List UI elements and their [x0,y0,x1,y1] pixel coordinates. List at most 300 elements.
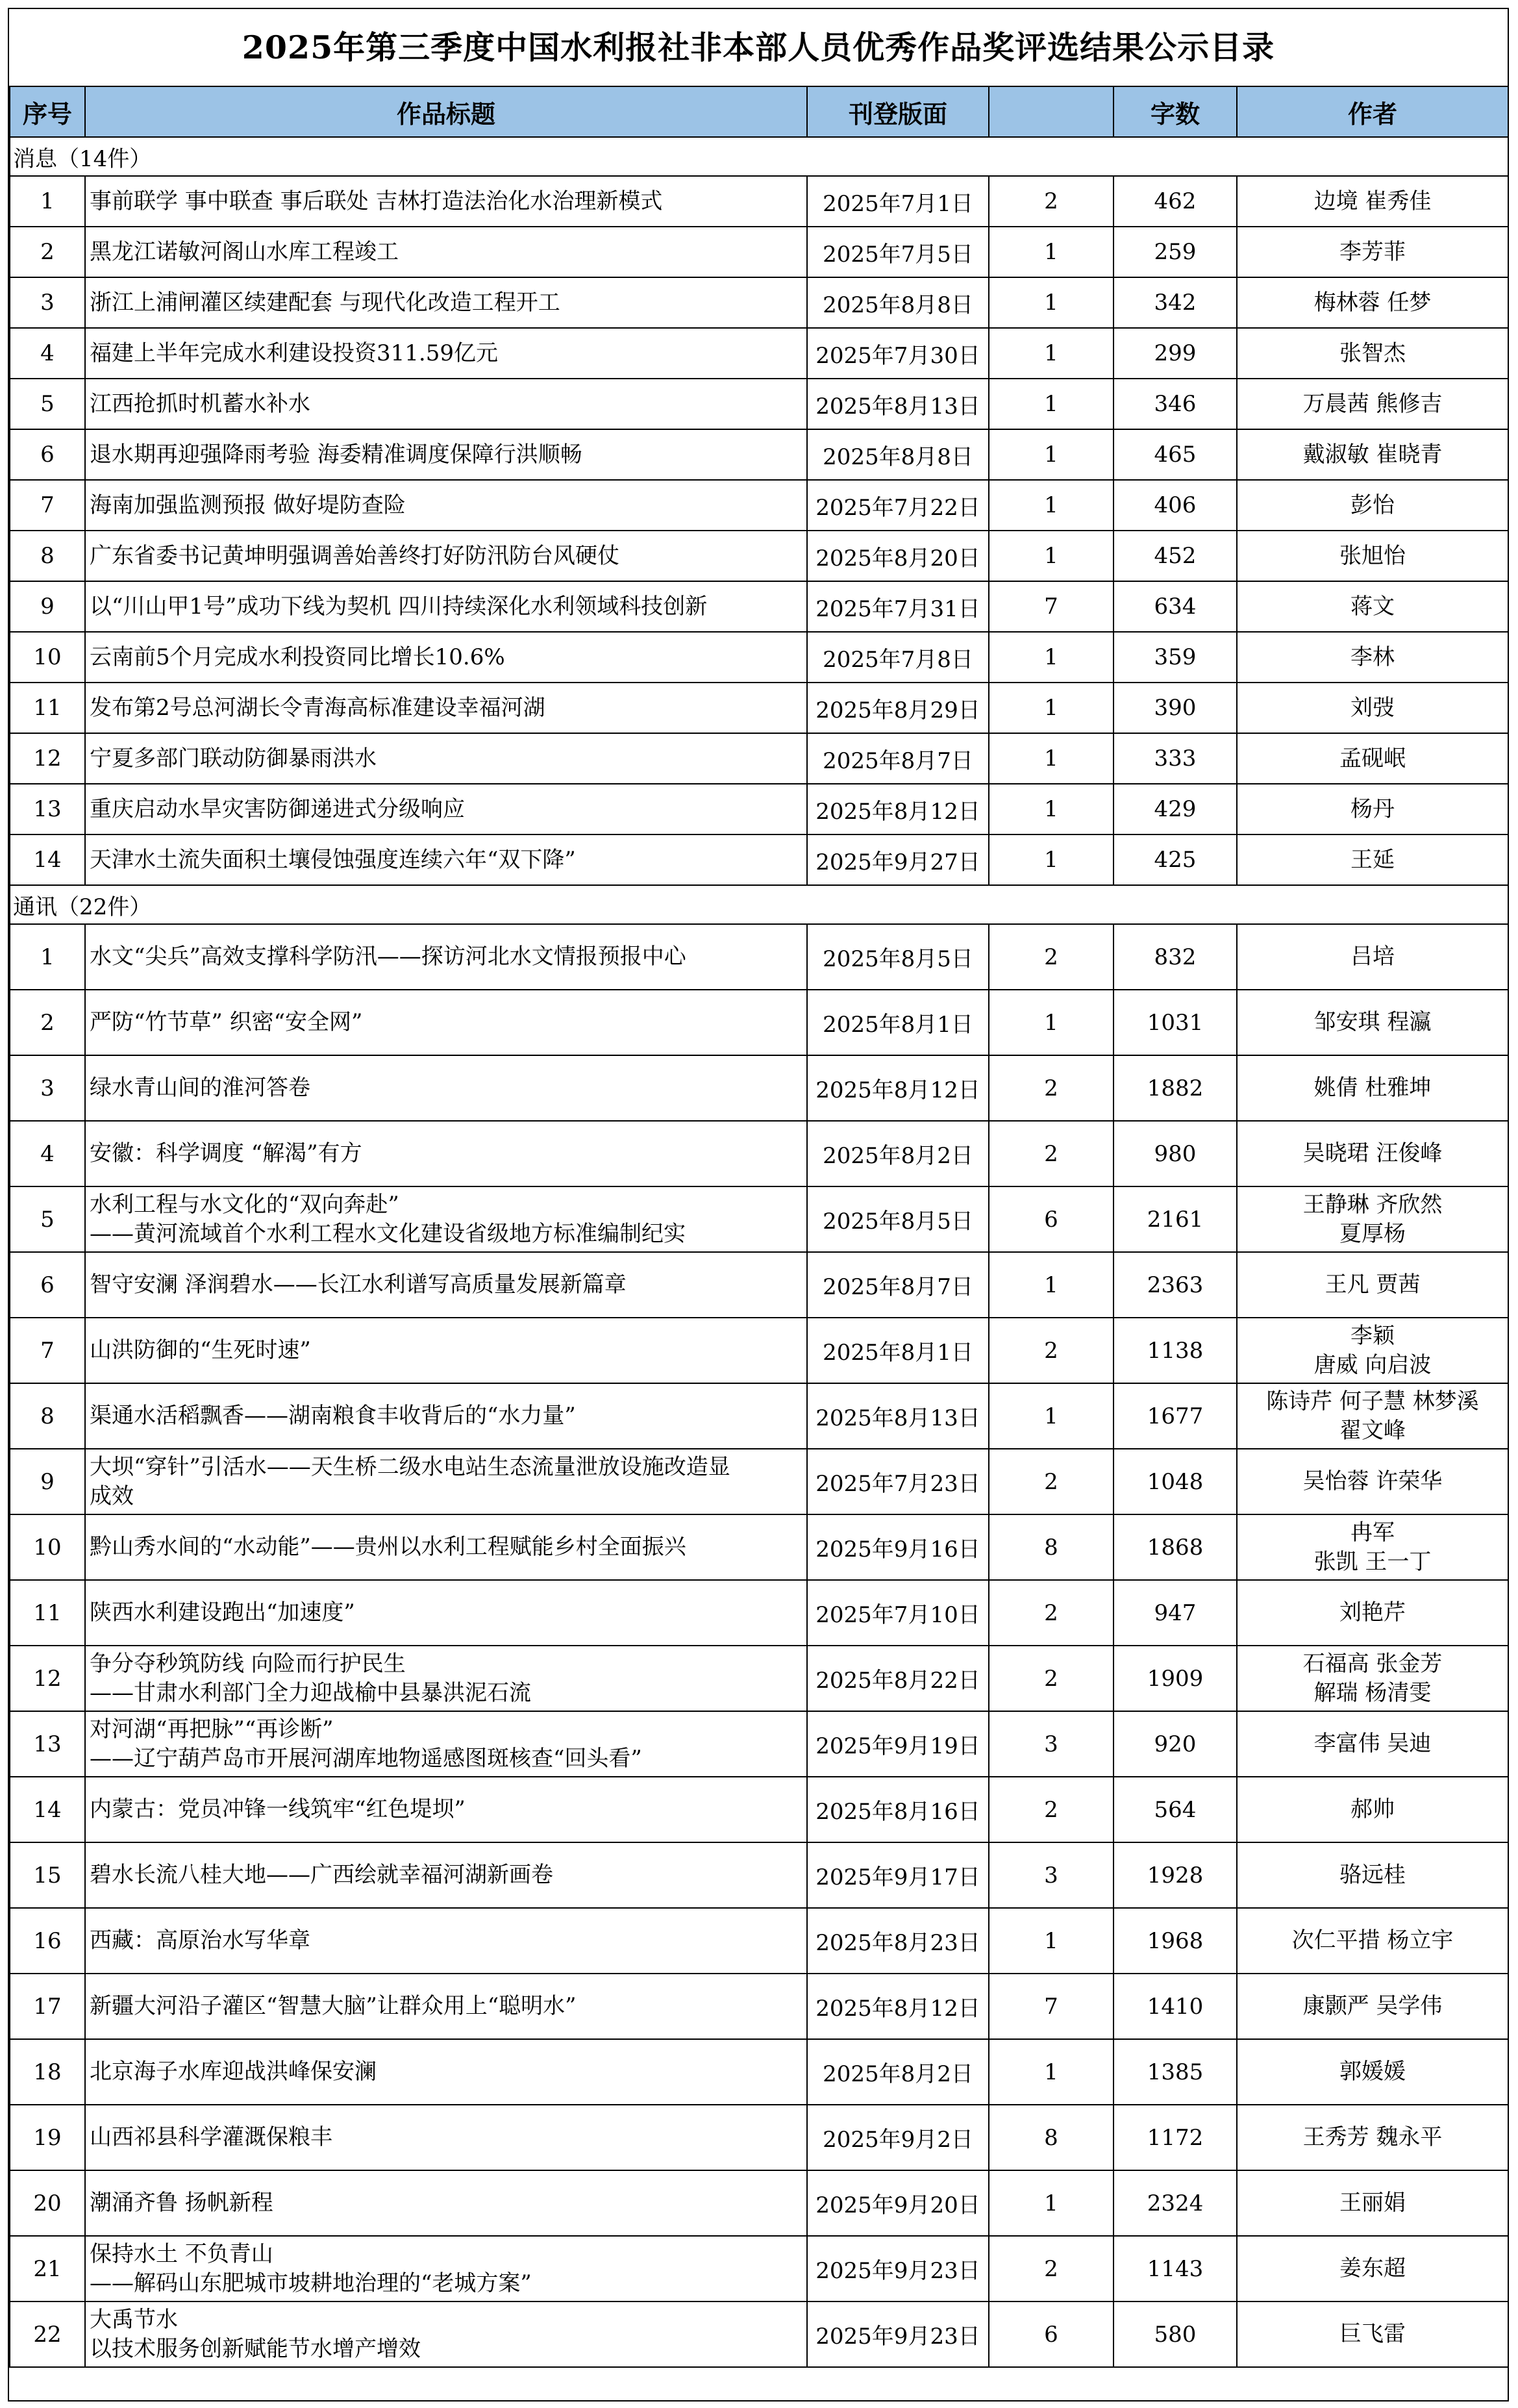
row-chars: 1031 [1114,990,1237,1055]
row-chars: 1385 [1114,2039,1237,2105]
row-author [1237,632,1508,683]
table-row [10,227,1508,277]
row-author [1237,990,1508,1055]
row-number: 2 [10,227,85,277]
row-author-line: 边境 崔秀佳 [1313,188,1432,214]
row-title [85,176,807,227]
row-title-line: 黔山秀水间的“水动能”——贵州以水利工程赋能乡村全面振兴 [90,1534,686,1560]
section-header [10,137,1508,176]
row-page: 1 [989,632,1114,683]
row-author-line: 王凡 贾茜 [1325,1272,1421,1298]
row-number: 2 [10,990,85,1055]
table-row [10,1514,1508,1580]
table-row [10,1974,1508,2039]
row-title [85,1580,807,1646]
row-title [85,1514,807,1580]
header-row [10,86,1508,137]
row-date: 2025年8月8日 [807,429,989,480]
row-chars: 342 [1114,277,1237,328]
row-chars: 1143 [1114,2236,1237,2301]
row-chars: 634 [1114,581,1237,632]
row-author-line: 石福高 张金芳 [1302,1650,1443,1677]
table-row [10,2039,1508,2105]
row-author-line: 李富伟 吴迪 [1313,1731,1432,1757]
row-author-line: 康颢严 吴学伟 [1302,1993,1443,2019]
table-row [10,1252,1508,1318]
document-sheet [8,8,1509,2402]
row-date: 2025年7月23日 [807,1449,989,1514]
row-chars: 1677 [1114,1383,1237,1449]
row-title-line: 争分夺秒筑防线 向险而行护民生 [90,1650,406,1677]
row-title-line: ——辽宁葫芦岛市开展河湖库地物遥感图斑核查“回头看” [90,1745,642,1772]
row-author-line: 姚倩 杜雅坤 [1313,1075,1432,1101]
row-page: 6 [989,2301,1114,2367]
row-author-line: 郭媛媛 [1339,2059,1406,2085]
row-number: 20 [10,2170,85,2236]
table-row [10,683,1508,733]
row-title-line: 山洪防御的“生死时速” [90,1337,311,1363]
row-chars: 832 [1114,924,1237,990]
row-title-line: 浙江上浦闸灌区续建配套 与现代化改造工程开工 [90,289,560,316]
row-page: 2 [989,1646,1114,1711]
row-chars: 452 [1114,531,1237,581]
row-date: 2025年9月17日 [807,1842,989,1908]
row-page: 1 [989,2039,1114,2105]
row-author [1237,683,1508,733]
row-number: 13 [10,1711,85,1777]
row-chars: 465 [1114,429,1237,480]
row-author-line: 张凯 王一丁 [1313,1548,1432,1575]
row-number: 8 [10,531,85,581]
page-title: 2025年第三季度中国水利报社非本部人员优秀作品奖评选结果公示目录 [242,29,1275,66]
row-title [85,1121,807,1186]
row-page: 2 [989,2236,1114,2301]
row-title-line: 智守安澜 泽润碧水——长江水利谱写高质量发展新篇章 [90,1272,627,1298]
row-date: 2025年7月30日 [807,328,989,379]
row-author-line: 王丽娟 [1339,2190,1406,2216]
row-page: 1 [989,784,1114,834]
row-chars: 2363 [1114,1252,1237,1318]
row-title-line: ——甘肃水利部门全力迎战榆中县暴洪泥石流 [90,1679,531,1706]
row-date: 2025年7月10日 [807,1580,989,1646]
row-number: 17 [10,1974,85,2039]
row-title [85,924,807,990]
table-row [10,1121,1508,1186]
row-title [85,1908,807,1974]
row-title [85,1449,807,1514]
row-date: 2025年8月7日 [807,733,989,784]
row-number: 12 [10,1646,85,1711]
row-number: 8 [10,1383,85,1449]
row-title [85,1383,807,1449]
row-title [85,480,807,531]
row-title [85,1318,807,1383]
table-row [10,379,1508,429]
row-number: 11 [10,1580,85,1646]
row-date: 2025年8月13日 [807,379,989,429]
row-author [1237,1121,1508,1186]
row-chars: 1048 [1114,1449,1237,1514]
row-page: 8 [989,2105,1114,2170]
row-title [85,2301,807,2367]
row-chars: 346 [1114,379,1237,429]
row-number: 6 [10,429,85,480]
row-date: 2025年8月5日 [807,924,989,990]
row-author-line: 翟文峰 [1339,1417,1406,1444]
row-date: 2025年9月2日 [807,2105,989,2170]
row-page: 7 [989,1974,1114,2039]
row-date: 2025年8月22日 [807,1646,989,1711]
row-page: 1 [989,2170,1114,2236]
table-row [10,2170,1508,2236]
row-title-line: 安徽：科学调度 “解渴”有方 [90,1140,362,1166]
row-number: 5 [10,379,85,429]
row-author-line: 戴淑敏 崔晓青 [1302,441,1443,468]
row-date: 2025年8月1日 [807,1318,989,1383]
table-row [10,531,1508,581]
row-page: 1 [989,990,1114,1055]
row-chars: 2161 [1114,1186,1237,1252]
row-number: 14 [10,1777,85,1842]
row-author [1237,2170,1508,2236]
row-page: 3 [989,1842,1114,1908]
row-author [1237,1646,1508,1711]
row-title-line: 潮涌齐鲁 扬帆新程 [90,2190,273,2216]
row-author [1237,1383,1508,1449]
row-author [1237,784,1508,834]
row-page: 2 [989,1449,1114,1514]
row-author [1237,1908,1508,1974]
row-date: 2025年7月1日 [807,176,989,227]
row-title-line: 新疆大河沿子灌区“智慧大脑”让群众用上“聪明水” [90,1993,577,2019]
row-chars: 580 [1114,2301,1237,2367]
table-row [10,429,1508,480]
table-row [10,1449,1508,1514]
row-title [85,733,807,784]
row-author [1237,531,1508,581]
row-author [1237,2236,1508,2301]
row-title [85,1055,807,1121]
row-author [1237,1186,1508,1252]
row-page: 1 [989,277,1114,328]
row-title-line: 以“川山甲1号”成功下线为契机 四川持续深化水利领域科技创新 [90,593,708,620]
row-number: 9 [10,1449,85,1514]
row-date: 2025年8月13日 [807,1383,989,1449]
row-title [85,379,807,429]
row-date: 2025年8月12日 [807,1055,989,1121]
row-chars: 1909 [1114,1646,1237,1711]
row-author-line: 王静琳 齐欣然 [1302,1191,1443,1218]
row-page: 1 [989,328,1114,379]
table-row [10,990,1508,1055]
row-chars: 429 [1114,784,1237,834]
row-title-line: 水利工程与水文化的“双向奔赴” [90,1191,399,1218]
row-title-line: 广东省委书记黄坤明强调善始善终打好防汛防台风硬仗 [90,542,619,569]
row-author-line: 万晨茜 熊修吉 [1302,390,1443,417]
row-title-line: 江西抢抓时机蓄水补水 [90,390,310,417]
row-title-line: 对河湖“再把脉”“再诊断” [90,1716,334,1742]
row-author [1237,733,1508,784]
row-page: 2 [989,924,1114,990]
row-author [1237,1974,1508,2039]
row-chars: 1968 [1114,1908,1237,1974]
row-page: 1 [989,1908,1114,1974]
row-chars: 920 [1114,1711,1237,1777]
row-author-line: 解瑞 杨清雯 [1313,1679,1432,1706]
row-chars: 259 [1114,227,1237,277]
row-title-line: 福建上半年完成水利建设投资311.59亿元 [90,340,498,366]
row-date: 2025年8月23日 [807,1908,989,1974]
row-page: 2 [989,1580,1114,1646]
row-date: 2025年8月1日 [807,990,989,1055]
row-chars: 425 [1114,834,1237,885]
table-row [10,581,1508,632]
table-row [10,784,1508,834]
row-author-line: 李芳菲 [1339,238,1406,265]
row-number: 1 [10,924,85,990]
row-author [1237,277,1508,328]
header-page [989,86,1114,137]
row-title-line: 海南加强监测预报 做好堤防查险 [90,492,406,518]
row-page: 2 [989,1318,1114,1383]
row-title-line: 西藏：高原治水写华章 [90,1927,310,1953]
row-author-line: 彭怡 [1350,492,1395,518]
row-title-line: 北京海子水库迎战洪峰保安澜 [90,2059,377,2085]
row-author-line: 李林 [1350,644,1395,670]
header-chars: 字数 [1114,86,1237,137]
row-title [85,227,807,277]
row-title-line: 天津水土流失面积土壤侵蚀强度连续六年“双下降” [90,846,576,873]
row-chars: 1172 [1114,2105,1237,2170]
row-author-line: 孟砚岷 [1339,745,1406,771]
row-title-line: 渠通水活稻飘香——湖南粮食丰收背后的“水力量” [90,1403,576,1429]
section-label: 消息（14件） [10,137,1508,176]
row-title-line: 严防“竹节草” 织密“安全网” [90,1009,363,1035]
table-row [10,1908,1508,1974]
row-date: 2025年8月2日 [807,1121,989,1186]
section-header [10,885,1508,924]
row-author-line: 冉军 [1350,1519,1395,1546]
table-row [10,277,1508,328]
row-date: 2025年8月12日 [807,1974,989,2039]
table-row [10,2236,1508,2301]
row-title [85,1186,807,1252]
row-number: 4 [10,1121,85,1186]
row-title-line: 大禹节水 [90,2306,178,2333]
row-page: 1 [989,480,1114,531]
row-chars: 947 [1114,1580,1237,1646]
row-date: 2025年7月8日 [807,632,989,683]
row-chars: 359 [1114,632,1237,683]
row-author-line: 骆远桂 [1339,1862,1406,1888]
row-title [85,784,807,834]
row-author-line: 姜东超 [1339,2255,1406,2281]
row-page: 1 [989,834,1114,885]
row-author [1237,924,1508,990]
row-title-line: 宁夏多部门联动防御暴雨洪水 [90,745,377,771]
row-number: 15 [10,1842,85,1908]
row-title [85,834,807,885]
table-row [10,1318,1508,1383]
row-number: 18 [10,2039,85,2105]
row-author [1237,2105,1508,2170]
row-number: 16 [10,1908,85,1974]
row-author-line: 蒋文 [1350,593,1395,620]
row-date: 2025年7月5日 [807,227,989,277]
row-author-line: 次仁平措 杨立宇 [1291,1927,1454,1953]
row-number: 3 [10,277,85,328]
row-page: 1 [989,1383,1114,1449]
row-author [1237,176,1508,227]
row-number: 6 [10,1252,85,1318]
row-title [85,531,807,581]
row-author [1237,2039,1508,2105]
row-title [85,2236,807,2301]
row-author-line: 张智杰 [1339,340,1406,366]
row-title [85,1842,807,1908]
row-author [1237,581,1508,632]
row-title-line: 保持水土 不负青山 [90,2240,273,2267]
row-title [85,581,807,632]
row-author [1237,379,1508,429]
row-author-line: 梅林蓉 任梦 [1313,289,1432,316]
row-date: 2025年7月31日 [807,581,989,632]
row-date: 2025年9月19日 [807,1711,989,1777]
row-author-line: 唐威 向启波 [1313,1351,1432,1378]
row-title-line: 黑龙江诺敏河阁山水库工程竣工 [90,238,399,265]
row-number: 22 [10,2301,85,2367]
table-row [10,328,1508,379]
header-seq: 序号 [10,86,85,137]
row-author-line: 吴怡蓉 许荣华 [1302,1468,1443,1494]
row-title-line: 水文“尖兵”高效支撑科学防汛——探访河北水文情报预报中心 [90,944,686,970]
row-author [1237,1449,1508,1514]
row-author-line: 刘弢 [1350,694,1395,721]
row-title-line: ——黄河流域首个水利工程水文化建设省级地方标准编制纪实 [90,1220,686,1247]
row-chars: 1928 [1114,1842,1237,1908]
row-chars: 462 [1114,176,1237,227]
row-page: 3 [989,1711,1114,1777]
row-page: 2 [989,1055,1114,1121]
row-title [85,1711,807,1777]
row-title [85,632,807,683]
row-title [85,1974,807,2039]
table-row [10,733,1508,784]
row-title-line: 云南前5个月完成水利投资同比增长10.6% [90,644,505,670]
row-title [85,2039,807,2105]
header-date: 刊登版面 [807,86,989,137]
row-number: 9 [10,581,85,632]
row-page: 1 [989,379,1114,429]
row-author [1237,1777,1508,1842]
row-date: 2025年9月23日 [807,2301,989,2367]
row-page: 1 [989,429,1114,480]
row-number: 4 [10,328,85,379]
row-title [85,2170,807,2236]
row-author [1237,429,1508,480]
row-chars: 390 [1114,683,1237,733]
table-row [10,480,1508,531]
row-page: 2 [989,176,1114,227]
row-title-line: 成效 [90,1483,134,1509]
row-title [85,1777,807,1842]
row-author [1237,1711,1508,1777]
row-number: 7 [10,480,85,531]
row-chars: 1882 [1114,1055,1237,1121]
row-page: 6 [989,1186,1114,1252]
row-number: 13 [10,784,85,834]
row-page: 1 [989,733,1114,784]
row-number: 21 [10,2236,85,2301]
row-author-line: 王秀芳 魏永平 [1302,2124,1443,2150]
row-author-line: 李颖 [1350,1322,1395,1349]
section-label: 通讯（22件） [10,885,1508,924]
row-title [85,328,807,379]
row-chars: 333 [1114,733,1237,784]
row-date: 2025年8月8日 [807,277,989,328]
row-page: 1 [989,531,1114,581]
row-page: 8 [989,1514,1114,1580]
row-title [85,1646,807,1711]
row-author [1237,328,1508,379]
row-author-line: 陈诗芹 何子慧 林梦溪 [1266,1388,1479,1414]
row-author-line: 夏厚杨 [1339,1220,1406,1247]
row-chars: 406 [1114,480,1237,531]
row-author-line: 吕培 [1350,944,1395,970]
row-chars: 980 [1114,1121,1237,1186]
table-row [10,1186,1508,1252]
row-title-line: 事前联学 事中联查 事后联处 吉林打造法治化水治理新模式 [90,188,663,214]
table-row [10,1842,1508,1908]
results-table [9,86,1509,2368]
row-date: 2025年8月20日 [807,531,989,581]
row-title-line: 碧水长流八桂大地——广西绘就幸福河湖新画卷 [90,1862,553,1888]
row-date: 2025年9月27日 [807,834,989,885]
row-author [1237,1842,1508,1908]
row-title-line: 大坝“穿针”引活水——天生桥二级水电站生态流量泄放设施改造显 [90,1453,730,1480]
row-date: 2025年7月22日 [807,480,989,531]
row-page: 1 [989,227,1114,277]
row-page: 2 [989,1777,1114,1842]
row-number: 10 [10,632,85,683]
row-date: 2025年9月20日 [807,2170,989,2236]
row-author-line: 郝帅 [1350,1796,1395,1822]
row-number: 7 [10,1318,85,1383]
table-row [10,1777,1508,1842]
table-row [10,1646,1508,1711]
row-number: 5 [10,1186,85,1252]
table-row [10,924,1508,990]
row-title-line: 以技术服务创新赋能节水增产增效 [90,2335,421,2362]
row-chars: 1868 [1114,1514,1237,1580]
row-chars: 1138 [1114,1318,1237,1383]
row-title-line: 绿水青山间的淮河答卷 [90,1075,310,1101]
row-date: 2025年8月5日 [807,1186,989,1252]
row-title-line: 重庆启动水旱灾害防御递进式分级响应 [90,796,465,822]
row-number: 11 [10,683,85,733]
row-date: 2025年8月7日 [807,1252,989,1318]
row-chars: 564 [1114,1777,1237,1842]
row-author [1237,2301,1508,2367]
row-author [1237,1514,1508,1580]
row-title-line: 陕西水利建设跑出“加速度” [90,1599,355,1625]
row-author-line: 巨飞雷 [1339,2321,1406,2347]
row-page: 1 [989,1252,1114,1318]
header-author: 作者 [1237,86,1508,137]
row-author-line: 邹安琪 程瀛 [1313,1009,1432,1035]
table-body [10,137,1508,2367]
row-title [85,990,807,1055]
